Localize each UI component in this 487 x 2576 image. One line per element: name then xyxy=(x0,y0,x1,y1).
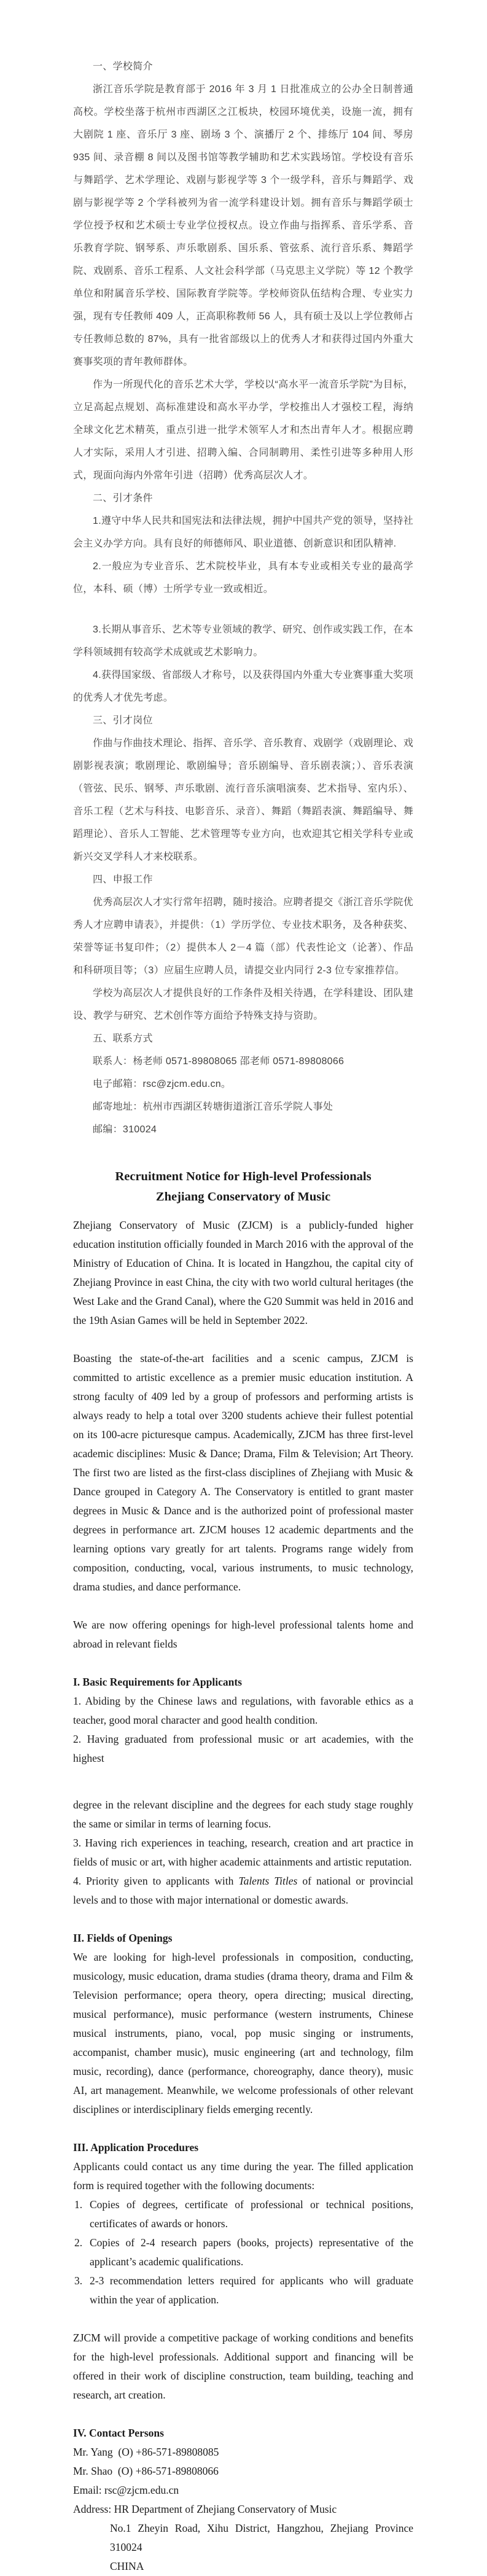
cn-paragraph-school-overview: 浙江音乐学院是教育部于 2016 年 3 月 1 日批准成立的公办全日制普通高校。学校坐落于杭州市西湖区之江板块，校园环境优美，设施一流，拥有大剧院 1 座、音乐厅 3 座、剧场 3 个、演播厅 2 个、排练厅 104 间、琴房 935 间、录音棚 8 间以及图书馆等教学辅助和艺术实践场馆。学校设有音乐与舞蹈学、艺术学理论、戏剧与影视学等 3 个一级学科，音乐与舞蹈学、戏剧与影视学等 2 个学科被列为省一流学科建设计划。拥有音乐与舞蹈学硕士学位授予权和艺术硕士专业学位授权点。设立作曲与指挥系、音乐学系、音乐教育学院、钢琴系、声乐歌剧系、国乐系、管弦系、流行音乐系、舞蹈学院、戏剧系、音乐工程系、人文社会科学部（马克思主义学院）等 12 个教学单位和附属音乐学校、国际教育学院等。学校师资队伍结构合理、专业实力强，现有专任教师 409 人，正高职称教师 56 人，具有硕士及以上学位教师占专任教师总数的 87%，具有一批省部级以上的优秀人才和获得过国内外重大赛事奖项的青年教师群体。 xyxy=(73,84,413,367)
en-contact-email: Email: rsc@zjcm.edu.cn xyxy=(73,2484,179,2496)
en-paragraph-campus: Boasting the state-of-the-art facilities and a scenic campus, ZJCM is committed to artistic excellence as a premier music education institution. A strong faculty of 409 led by a group of professors and performing artists is always ready to help a total over 3200 students achieve their fullest potential on its 100-acre picturesque campus. Academically, ZJCM has three first-level academic disciplines: Music & Dance; Drama, Film & Television; Art Theory. The first two are listed as the first-class disciplines of Zhejiang with Music & Dance grouped in Category A. The Conservatory is entitled to grant master degrees in Music & Dance and is the authorized point of professional master degrees in performance art. ZJCM houses 12 academic departments and the learning options vary greatly for art talents. Programs range widely from composition, conducting, vocal, various instruments, to music technology, drama studies, and dance performance. xyxy=(73,1352,413,1593)
en-requirement-4-talents-titles: Talents Titles xyxy=(238,1875,298,1887)
en-contact-address-line3: CHINA xyxy=(110,2560,144,2572)
cn-heading-contact: 五、联系方式 xyxy=(93,1033,153,1044)
spacer xyxy=(73,1910,413,1929)
cn-contact-address: 邮寄地址：杭州市西湖区转塘街道浙江音乐学院人事处 xyxy=(93,1102,333,1112)
cn-paragraph-support: 学校为高层次人才提供良好的工作条件及相关待遇，在学科建设、团队建设、教学与研究、艺术创作等方面给予特殊支持与资助。 xyxy=(73,988,413,1021)
en-paragraph-openings-intro: We are now offering openings for high-level professional talents home and abroad in relevant fields xyxy=(73,1619,413,1650)
en-paragraph-fields: We are looking for high-level professionals in composition, conducting, musicology, music education, drama studies (drama theory, drama and Film & Television performance; opera theory, opera directing; musical directing, musical performance), music performance (western instruments, Chinese musical instruments, piano, vocal, pop music singing or instruments, accompanist, chamber music), music engineering (art and technology, film music, recording), dance (performance, choreography, dance theory), music AI, art management. Meanwhile, we welcome professionals of other relevant disciplines or interdisciplinary fields emerging recently. xyxy=(73,1951,413,2115)
cn-contact-email: 电子邮箱：rsc@zjcm.edu.cn。 xyxy=(93,1079,232,1089)
en-document-item-2-number: 2. xyxy=(74,2236,83,2249)
english-title-line2: Zhejiang Conservatory of Music xyxy=(155,1190,331,1204)
cn-requirement-4: 4.获得国家级、省部级人才称号，以及获得国内外重大专业赛事重大奖项的优秀人才优先考虑。 xyxy=(73,670,413,703)
cn-requirement-2: 2.一般应为专业音乐、艺术院校毕业，具有本专业或相关专业的最高学位，本科、硕（博）士所学专业一致或相近。 xyxy=(73,561,413,594)
spacer xyxy=(73,1330,413,1349)
en-heading-contact-persons: IV. Contact Persons xyxy=(73,2427,164,2439)
en-contact-yang: Mr. Yang (O) +86-571-89808085 xyxy=(73,2446,219,2458)
en-requirement-2-part2: degree in the relevant discipline and the degrees for each study stage roughly the same or similar in terms of learning focus. xyxy=(73,1799,413,1830)
en-document-item-2-text: Copies of 2-4 research papers (books, projects) representative of the applicant’s academic qualifications. xyxy=(90,2236,413,2268)
en-document-item-1 xyxy=(73,2195,413,2233)
cn-heading-positions: 三、引才岗位 xyxy=(93,715,153,726)
en-contact-address-line1: Address: HR Department of Zhejiang Conservatory of Music xyxy=(73,2503,337,2515)
cn-paragraph-talent-program: 作为一所现代化的音乐艺术大学，学校以“高水平一流音乐学院”为目标，立足高起点规划、高标准建设和高水平办学，学校推出人才强校工程，海纳全球文化艺术精英，重点引进一批学术领军人才和杰出青年人才。根据应聘人才实际，采用人才引进、招聘入编、合同制聘用、柔性引进等多种用人形式，现面向海内外常年引进（招聘）优秀高层次人才。 xyxy=(73,379,413,481)
cn-paragraph-application: 优秀高层次人才实行常年招聘，随时接洽。应聘者提交《浙江音乐学院优秀人才应聘申请表》，并提供：（1）学历学位、专业技术职务，及各种获奖、荣誉等证书复印件；（2）提供本人 2－4 篇（部）代表性论文（论著）、作品和科研项目等；（3）应届生应聘人员，请提交业内同行 2-3 位专家推荐信。 xyxy=(73,897,413,976)
en-requirement-4-pre: 4. Priority given to applicants with xyxy=(73,1875,239,1887)
cn-heading-requirements: 二、引才条件 xyxy=(93,493,153,504)
en-requirement-1: 1. Abiding by the Chinese laws and regulations, with favorable ethics as a teacher, good moral character and good health condition. xyxy=(73,1695,413,1726)
spacer xyxy=(73,1768,413,1796)
en-document-item-3 xyxy=(73,2271,413,2309)
spacer xyxy=(73,2119,413,2138)
en-document-item-3-number: 3. xyxy=(74,2274,83,2287)
en-document-item-1-number: 1. xyxy=(74,2198,83,2211)
spacer xyxy=(73,1597,413,1616)
english-notice xyxy=(73,1167,416,2576)
en-requirement-2-part1: 2. Having graduated from professional music or art academies, with the highest xyxy=(73,1733,413,1764)
en-document-item-2 xyxy=(73,2233,413,2271)
en-document-item-3-text: 2-3 recommendation letters required for applicants who will graduate within the year of application. xyxy=(90,2274,413,2306)
en-paragraph-benefits: ZJCM will provide a competitive package of working conditions and benefits for the high-level professionals. Additional support and financing will be offered in their work of discipline construction, team building, teaching and research, art creation. xyxy=(73,2332,413,2401)
cn-contact-persons: 联系人：杨老师 0571-89808065 邵老师 0571-89808066 xyxy=(93,1056,345,1067)
en-heading-procedures: III. Application Procedures xyxy=(73,2141,199,2154)
chinese-notice xyxy=(73,55,413,1141)
cn-contact-postcode: 邮编：310024 xyxy=(93,1124,157,1135)
cn-requirement-3: 3.长期从事音乐、艺术等专业领域的教学、研究、创作或实践工作，在本学科领域拥有较高学术成就或艺术影响力。 xyxy=(73,625,413,658)
spacer xyxy=(73,1654,413,1673)
en-requirement-3: 3. Having rich experiences in teaching, research, creation and art practice in fields of music or art, with higher academic attainments and artistic reputation. xyxy=(73,1837,413,1868)
en-requirement-4 xyxy=(73,1872,413,1910)
en-heading-basic-requirements: I. Basic Requirements for Applicants xyxy=(73,1676,242,1688)
cn-heading-application: 四、申报工作 xyxy=(93,874,153,885)
cn-paragraph-positions: 作曲与作曲技术理论、指挥、音乐学、音乐教育、戏剧学（戏剧理论、戏剧影视表演；歌剧理论、歌剧编导；音乐剧编导、音乐剧表演；）、音乐表演（管弦、民乐、钢琴、声乐歌剧、流行音乐演唱演奏、艺术指导、室内乐）、音乐工程（艺术与科技、电影音乐、录音）、舞蹈（舞蹈表演、舞蹈编导、舞蹈理论）、音乐人工智能、艺术管理等专业方向，也欢迎其它相关学科专业或新兴交叉学科人才来校联系。 xyxy=(73,738,413,862)
en-contact-shao: Mr. Shao (O) +86-571-89808066 xyxy=(73,2465,219,2477)
spacer xyxy=(73,2405,413,2424)
spacer xyxy=(73,2309,413,2329)
english-title-line1: Recruitment Notice for High-level Professionals xyxy=(115,1170,372,1183)
english-title xyxy=(73,1167,413,1207)
en-heading-fields: II. Fields of Openings xyxy=(73,1932,173,1944)
en-paragraph-procedures: Applicants could contact us any time during the year. The filled application form is required together with the following documents: xyxy=(73,2160,413,2192)
cn-requirement-1: 1.遵守中华人民共和国宪法和法律法规，拥护中国共产党的领导，坚持社会主义办学方向。具有良好的师德师风、职业道德、创新意识和团队精神. xyxy=(73,516,413,549)
cn-heading-school-intro: 一、学校简介 xyxy=(93,61,153,72)
en-document-item-1-text: Copies of degrees, certificate of professional or technical positions, certificates of awards or honors. xyxy=(90,2198,413,2230)
en-requirement-4-post: of national or provincial levels and to those with major international or domestic awards. xyxy=(73,1875,414,1906)
en-contact-address-line2: No.1 Zheyin Road, Xihu District, Hangzhou, Zhejiang Province 310024 xyxy=(110,2522,416,2553)
en-paragraph-intro: Zhejiang Conservatory of Music (ZJCM) is a publicly-funded higher education institution officially founded in March 2016 with the approval of the Ministry of Education of China. It is located in Hangzhou, the capital city of Zhejiang Province in east China, the city with two world cultural heritages (the West Lake and the Grand Canal), where the G20 Summit was held in 2016 and the 19th Asian Games will be held in September 2022. xyxy=(73,1219,413,1326)
